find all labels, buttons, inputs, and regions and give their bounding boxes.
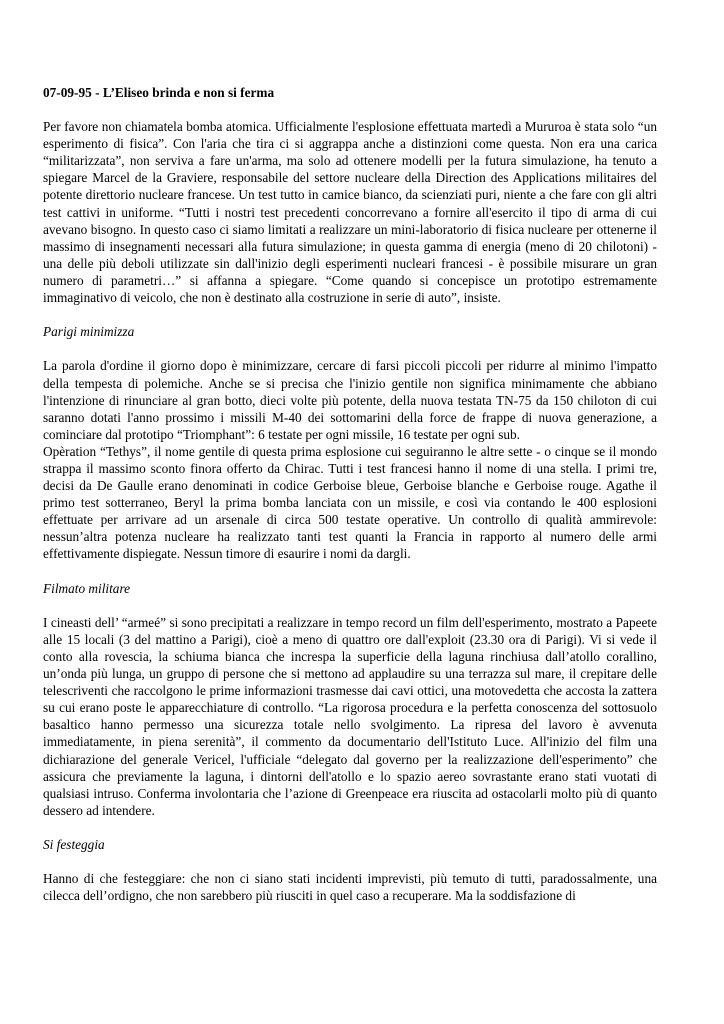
article-title: 07-09-95 - L’Eliseo brinda e non si ferma: [43, 85, 275, 100]
section-heading-parigi-minimizza: Parigi minimizza: [43, 324, 135, 340]
document-page: [43, 84, 657, 904]
spacer: [43, 597, 657, 614]
spacer: [43, 340, 657, 357]
paragraph-cineasti: I cineasti dell’ “armeé” si sono precipitati a realizzare in tempo record un film dell'esperimento, mostrato a Papeete alle 15 locali (3 del mattino a Parigi), cioè a meno di quattro ore dall'exploit (23.30 ora di Parigi). Vi si vede il conto alla rovescia, la schiuma bianca che increspa la superficie della laguna rinchiusa dall’atollo corallino, un’onda più lunga, un gruppo di persone che si mettono ad applaudire su una terrazza sul mare, il crepitare delle telescriventi che raccolgono le prime informazioni trasmesse dai cavi ottici, una motovedetta che accosta la zattera su cui erano poste le apparecchiature di controllo. “La rigorosa procedura e la perfetta conoscenza del sottosuolo basaltico hanno permesso una sicurezza totale nello svolgimento. La ripresa del lavoro è avvenuta immediatamente, in piena serenità”, il commento da documentario dell'Istituto Luce. All'inizio del film una dichiarazione del generale Vericel, l'ufficiale “delegato dal governo per la realizzazione dell'esperimento” che assicura che previamente la laguna, i dintorni dell'atollo e lo spazio aereo sovrastante erano stati vuotati di qualsiasi intruso. Conferma involontaria che l’azione di Greenpeace era riuscita ad ostacolarli molto più di quanto dessero ad intendere.: [43, 614, 657, 818]
paragraph-festeggiare: Hanno di che festeggiare: che non ci siano stati incidenti imprevisti, più temuto di tutti, paradossalmente, una cilecca dell’ordigno, che non sarebbero più riusciti in quel caso a recuperare. Ma la soddisfazione di: [43, 871, 657, 904]
paragraph-intro: Per favore non chiamatela bomba atomica. Ufficialmente l'esplosione effettuata martedì a Mururoa è stata solo “un esperimento di fisica”. Con l'aria che tira ci si aggrappa anche a distinzioni come questa. Non era una carica “militarizzata”, non serviva a fare un'arma, ma solo ad ottenere modelli per la futura simulazione, ha tenuto a spiegare Marcel de la Graviere, responsabile del settore nucleare della Direction des Applications militaires del potente direttorio nucleare francese. Un test tutto in camice bianco, da scienziati puri, niente a che fare con gli altri test cattivi in uniforme. “Tutti i nostri test precedenti concorrevano a fornire all'esercito il tipo di arma di cui avevano bisogno. In questo caso ci siamo limitati a realizzare un mini-laboratorio di fisica nucleare per ottenerne il massimo di insegnamenti necessari alla futura simulazione; in questa gamma di energia (meno di 20 chilotoni) - una delle più deboli utilizzate sin dall'inizio degli esperimenti nucleari francesi - è possibile misurare un gran numero di parametri…” si affanna a spiegare. “Come quando si concepisce un prototipo estremamente immaginativo di veicolo, che non è destinato alla costruzione in serie di auto”, insiste.: [43, 119, 657, 306]
section-heading-si-festeggia: Si festeggia: [43, 837, 105, 853]
paragraph-minimizzare: La parola d'ordine il giorno dopo è minimizzare, cercare di farsi piccoli piccoli per ridurre al minimo l'impatto della tempesta di polemiche. Anche se si precisa che l'inizio gentile non significa minimamente che abbiano l'intenzione di rinunciare al gran botto, dieci volte più potente, della nuova testata TN-75 da 150 chiloton di cui saranno dotati l'anno prossimo i missili M-40 dei sottomarini della force de frappe di nuova generazione, a cominciare dal prototipo “Triomphant”: 6 testate per ogni missile, 16 testate per ogni sub.: [43, 358, 657, 442]
spacer: [43, 563, 657, 580]
spacer: [43, 306, 657, 323]
spacer: [43, 819, 657, 836]
paragraph-tethys: Opèration “Tethys”, il nome gentile di questa prima esplosione cui seguiranno le altre sette - o cinque se il mondo strappa il massimo sconto finora offerto da Chirac. Tutti i test francesi hanno il nome di una stella. I primi tre, decisi da De Gaulle erano denominati in codice Gerboise bleue, Gerboise blanche e Gerboise rouge. Agathe il primo test sotterraneo, Beryl la prima bomba lanciata con un missile, e così via contando le 400 esplosioni effettuate per arrivare ad un arsenale di circa 500 testate operative. Un controllo di qualità ammirevole: nessun’altra potenza nucleare ha realizzato tanti test quanti la Francia in rapporto al numero delle armi effettivamente dispiegate. Nessun timore di esaurire i nomi da dargli.: [43, 443, 657, 562]
spacer: [43, 853, 657, 870]
section-heading-filmato-militare: Filmato militare: [43, 580, 131, 596]
